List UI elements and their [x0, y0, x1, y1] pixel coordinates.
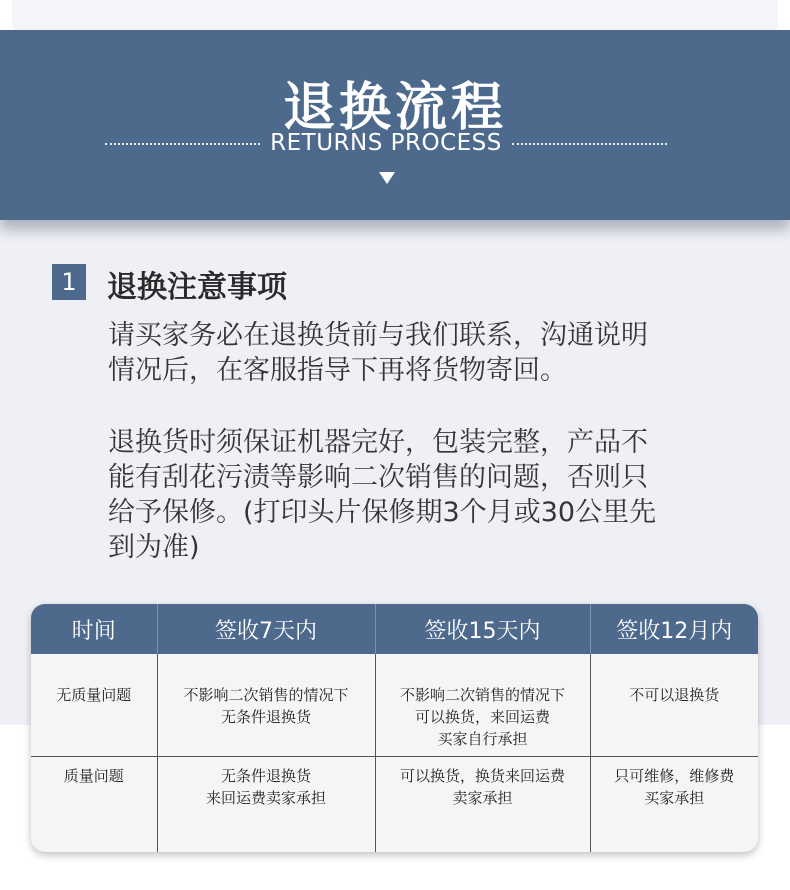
header-banner — [0, 30, 790, 220]
cell-text: 无条件退换货 — [220, 766, 311, 785]
section-title: 退换注意事项 — [107, 270, 287, 305]
table-cell — [375, 756, 590, 852]
cell-text: 可以换货，换货来回运费 — [399, 766, 565, 785]
cell-text: 不影响二次销售的情况下 — [183, 686, 349, 704]
table-header-row — [31, 604, 758, 654]
notice-paragraph-2 — [108, 425, 718, 565]
page-title: 退换流程 — [282, 78, 507, 138]
table-row — [31, 654, 758, 756]
top-strip — [0, 0, 790, 30]
cell-text: 卖家承担 — [452, 788, 513, 807]
paragraph-line: 到为准) — [108, 532, 200, 563]
returns-policy-table — [31, 604, 758, 852]
paragraph-line: 退换货时须保证机器完好，包装完整，产品不 — [108, 427, 648, 458]
cell-text: 买家自行承担 — [437, 730, 528, 748]
paragraph-line: 能有刮花污渍等影响二次销售的问题，否则只 — [108, 462, 648, 493]
paragraph-line: 给予保修。(打印头片保修期3个月或30公里先 — [108, 497, 657, 528]
cell-text: 不可以退换货 — [629, 686, 720, 704]
table-cell — [157, 654, 375, 756]
paragraph-line: 请买家务必在退换货前与我们联系，沟通说明 — [108, 320, 648, 351]
notice-paragraph-1 — [108, 318, 718, 388]
page-subtitle: RETURNS PROCESS — [270, 130, 502, 156]
cell-text: 来回运费卖家承担 — [205, 788, 326, 807]
cell-text: 只可维修，维修费 — [614, 766, 735, 785]
cell-text: 无质量问题 — [56, 686, 132, 704]
header-7-days: 签收7天内 — [157, 604, 375, 654]
table-cell — [375, 654, 590, 756]
row-label — [31, 654, 157, 756]
cell-text: 买家承担 — [644, 788, 705, 807]
cell-text: 不影响二次销售的情况下 — [399, 686, 565, 704]
down-arrow-icon — [379, 172, 395, 184]
subtitle-row — [0, 128, 790, 162]
table-row — [31, 756, 758, 852]
row-label — [31, 756, 157, 852]
top-strip-panel — [12, 0, 778, 30]
dotted-divider-right — [512, 143, 667, 145]
header-12-months: 签收12月内 — [590, 604, 758, 654]
cell-text: 质量问题 — [63, 766, 124, 785]
section-number-badge: 1 — [52, 264, 86, 300]
table-cell — [590, 756, 758, 852]
header-time: 时间 — [31, 604, 157, 654]
table-cell — [157, 756, 375, 852]
cell-text: 可以换货，来回运费 — [414, 708, 550, 726]
cell-text: 无条件退换货 — [220, 708, 311, 726]
dotted-divider-left — [105, 143, 260, 145]
header-15-days: 签收15天内 — [375, 604, 590, 654]
table-cell — [590, 654, 758, 756]
paragraph-line: 情况后，在客服指导下再将货物寄回。 — [108, 355, 567, 386]
